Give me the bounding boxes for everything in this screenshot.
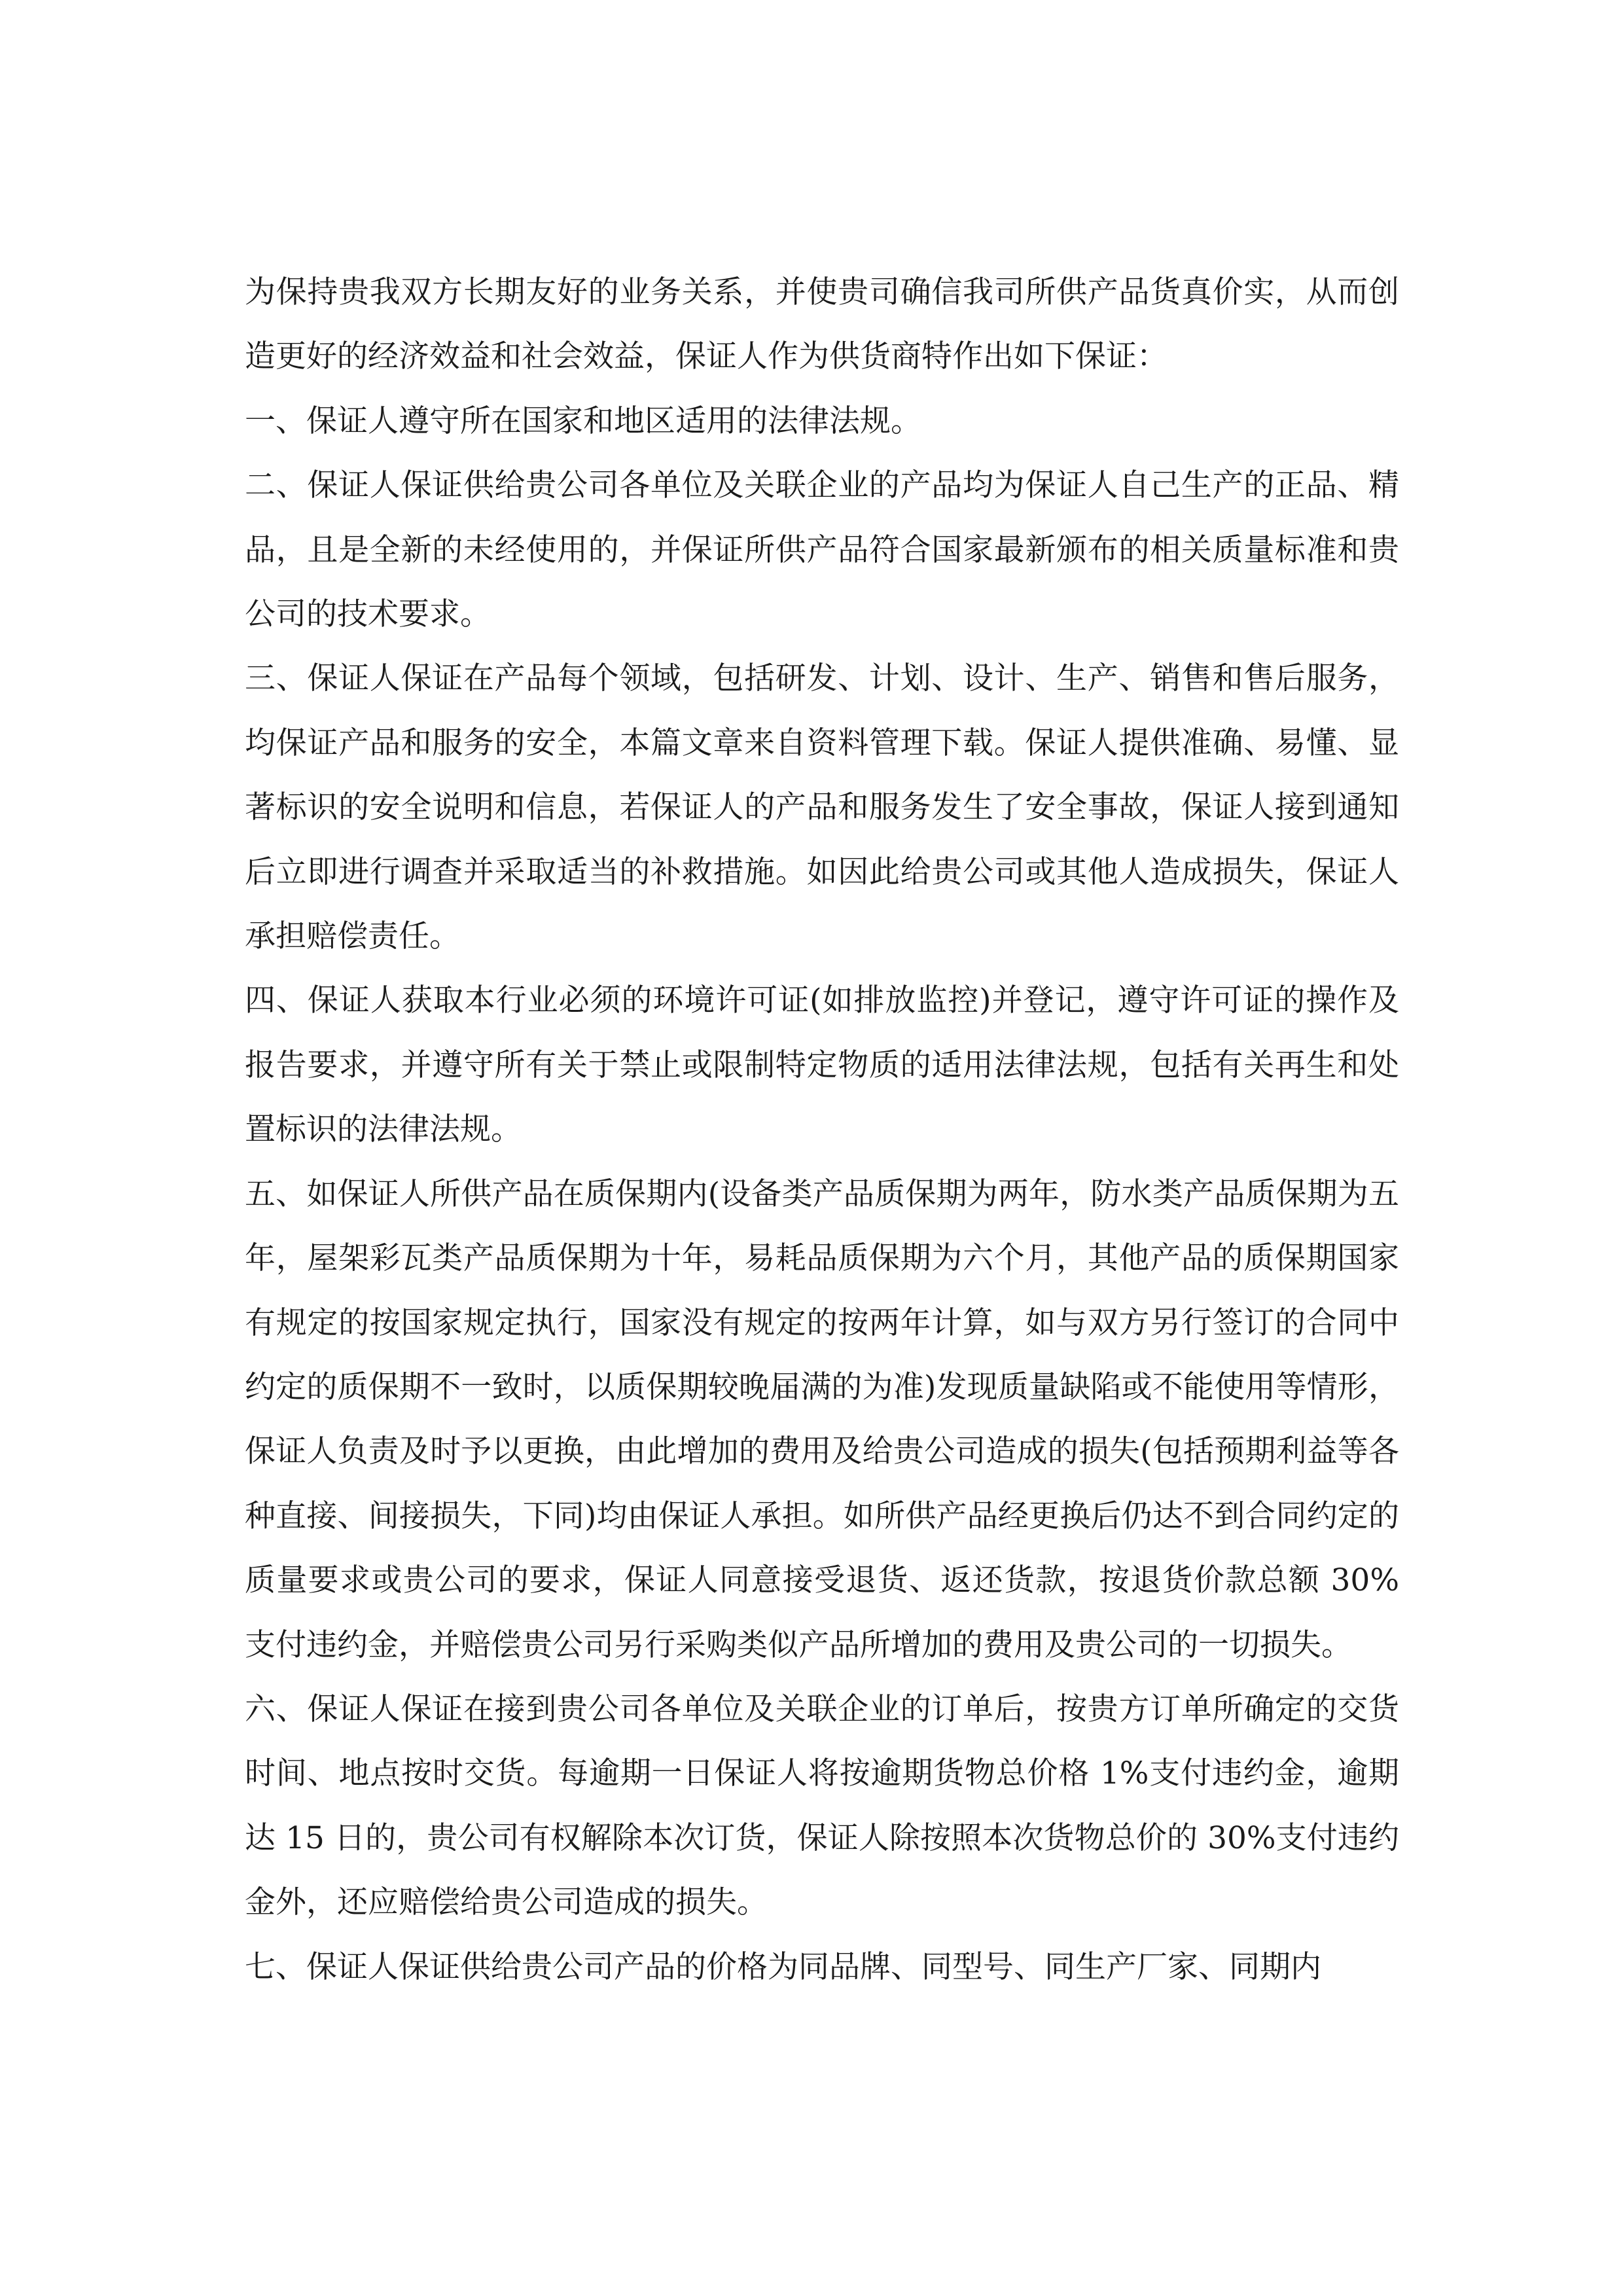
clause-7: 七、保证人保证供给贵公司产品的价格为同品牌、同型号、同生产厂家、同期内 xyxy=(245,1948,1321,1985)
clause-5: 五、如保证人所供产品在质保期内(设备类产品质保期为两年，防水类产品质保期为五年，屋架彩瓦类产品质保期为十年，易耗品质保期为六个月，其他产品的质保期国家有规定的按国家规定执行，国家没有规定的按两年计算，如与双方另行签订的合同中约定的质保期不一致时，以质保期较晚届满的为准)发现质量缺陷或不能使用等情形，保证人负责及时予以更换，由此增加的费用及给贵公司造成的损失(包括预期利益等各种直接、间接损失，下同)均由保证人承担。如所供产品经更换后仍达不到合同约定的质量要求或贵公司的要求，保证人同意接受退货、返还货款，按退货价款总额 30%支付违约金，并赔偿贵公司另行采购类似产品所增加的费用及贵公司的一切损失。 xyxy=(245,1175,1399,1663)
clause-6: 六、保证人保证在接到贵公司各单位及关联企业的订单后，按贵方订单所确定的交货时间、地点按时交货。每逾期一日保证人将按逾期货物总价格 1%支付违约金，逾期达 15 日的，贵公司有权解除本次订货，保证人除按照本次货物总价的 30%支付违约金外，还应赔偿给贵公司造成的损失。 xyxy=(245,1691,1399,1921)
clause-3: 三、保证人保证在产品每个领域，包括研发、计划、设计、生产、销售和售后服务，均保证产品和服务的安全，本篇文章来自资料管理下载。保证人提供准确、易懂、显著标识的安全说明和信息，若保证人的产品和服务发生了安全事故，保证人接到通知后立即进行调查并采取适当的补救措施。如因此给贵公司或其他人造成损失，保证人承担赔偿责任。 xyxy=(245,660,1399,955)
clause-2: 二、保证人保证供给贵公司各单位及关联企业的产品均为保证人自己生产的正品、精品，且是全新的未经使用的，并保证所供产品符合国家最新颁布的相关质量标准和贵公司的技术要求。 xyxy=(245,467,1399,633)
intro-paragraph: 为保持贵我双方长期友好的业务关系，并使贵司确信我司所供产品货真价实，从而创造更好的经济效益和社会效益，保证人作为供货商特作出如下保证： xyxy=(245,274,1399,375)
document-body xyxy=(245,260,1399,2000)
clause-1: 一、保证人遵守所在国家和地区适用的法律法规。 xyxy=(245,403,921,439)
clause-4: 四、保证人获取本行业必须的环境许可证(如排放监控)并登记，遵守许可证的操作及报告要求，并遵守所有关于禁止或限制特定物质的适用法律法规，包括有关再生和处置标识的法律法规。 xyxy=(245,982,1399,1148)
